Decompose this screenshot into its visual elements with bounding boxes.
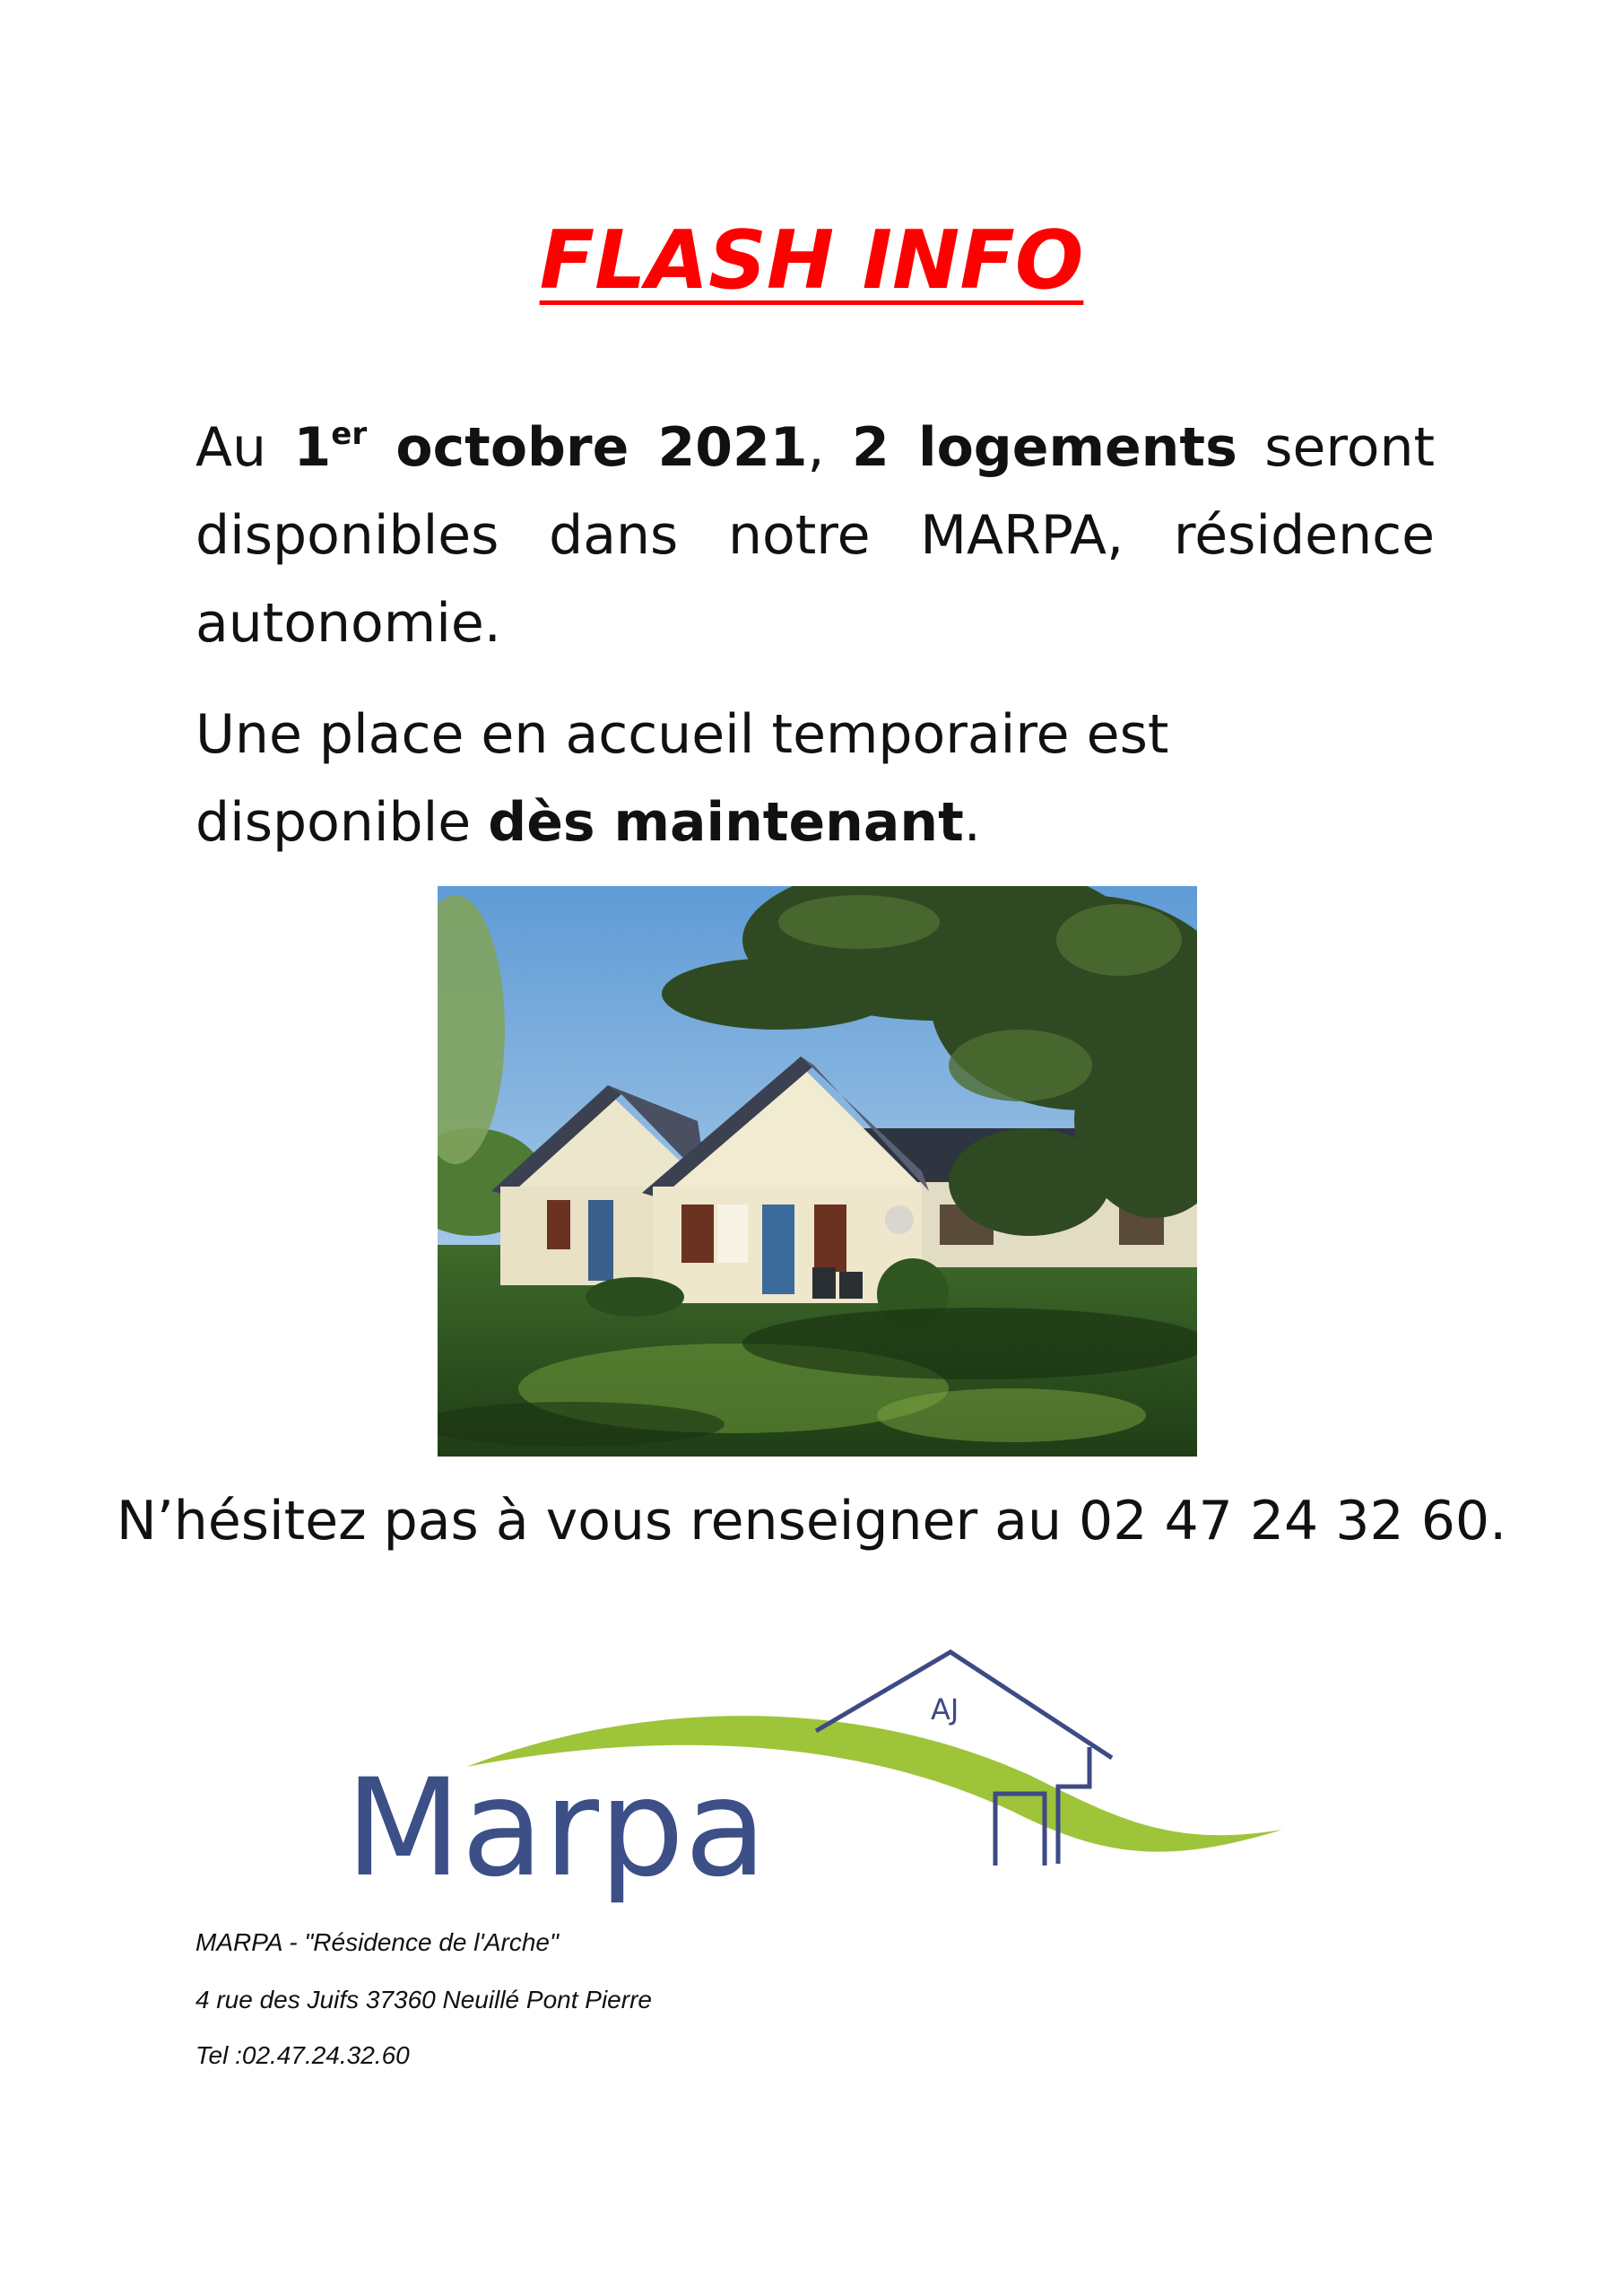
intro-word: Au (195, 416, 267, 479)
immediately-bold: dès maintenant (488, 791, 964, 854)
date-month-year: octobre 2021 (395, 416, 808, 479)
housing-count: 2 logements (852, 416, 1237, 479)
footer-address: 4 rue des Juifs 37360 Neuillé Pont Pierre (195, 1986, 652, 2013)
comma: , (807, 416, 825, 479)
footer-residence-name: MARPA - "Résidence de l'Arche" (195, 1928, 559, 1956)
temporary-place-paragraph (195, 691, 1435, 866)
flash-info-title: FLASH INFO (539, 213, 1084, 308)
availability-paragraph (195, 404, 1435, 667)
footer-phone: Tel :02.47.24.32.60 (195, 2041, 410, 2069)
temporary-place-text: Une place en accueil temporaire est disponible (195, 703, 1169, 854)
marpa-logo (332, 1641, 1300, 1910)
date-day-suffix: er (331, 416, 368, 452)
date-bold (294, 416, 808, 479)
period: . (963, 791, 981, 854)
availability-rest: seront disponibles dans notre MARPA, résidence autonomie. (195, 416, 1436, 655)
logo-sign: AJ (931, 1692, 959, 1726)
logo-wordmark: Marpa (345, 1751, 768, 1907)
residence-photo-illustration (438, 886, 1197, 1457)
residence-photo (438, 886, 1197, 1457)
contact-phone-line: N’hésitez pas à vous renseigner au 02 47 24 32 60. (116, 1490, 1507, 1552)
date-day: 1 (293, 416, 332, 479)
marpa-logo-graphic (332, 1641, 1300, 1910)
